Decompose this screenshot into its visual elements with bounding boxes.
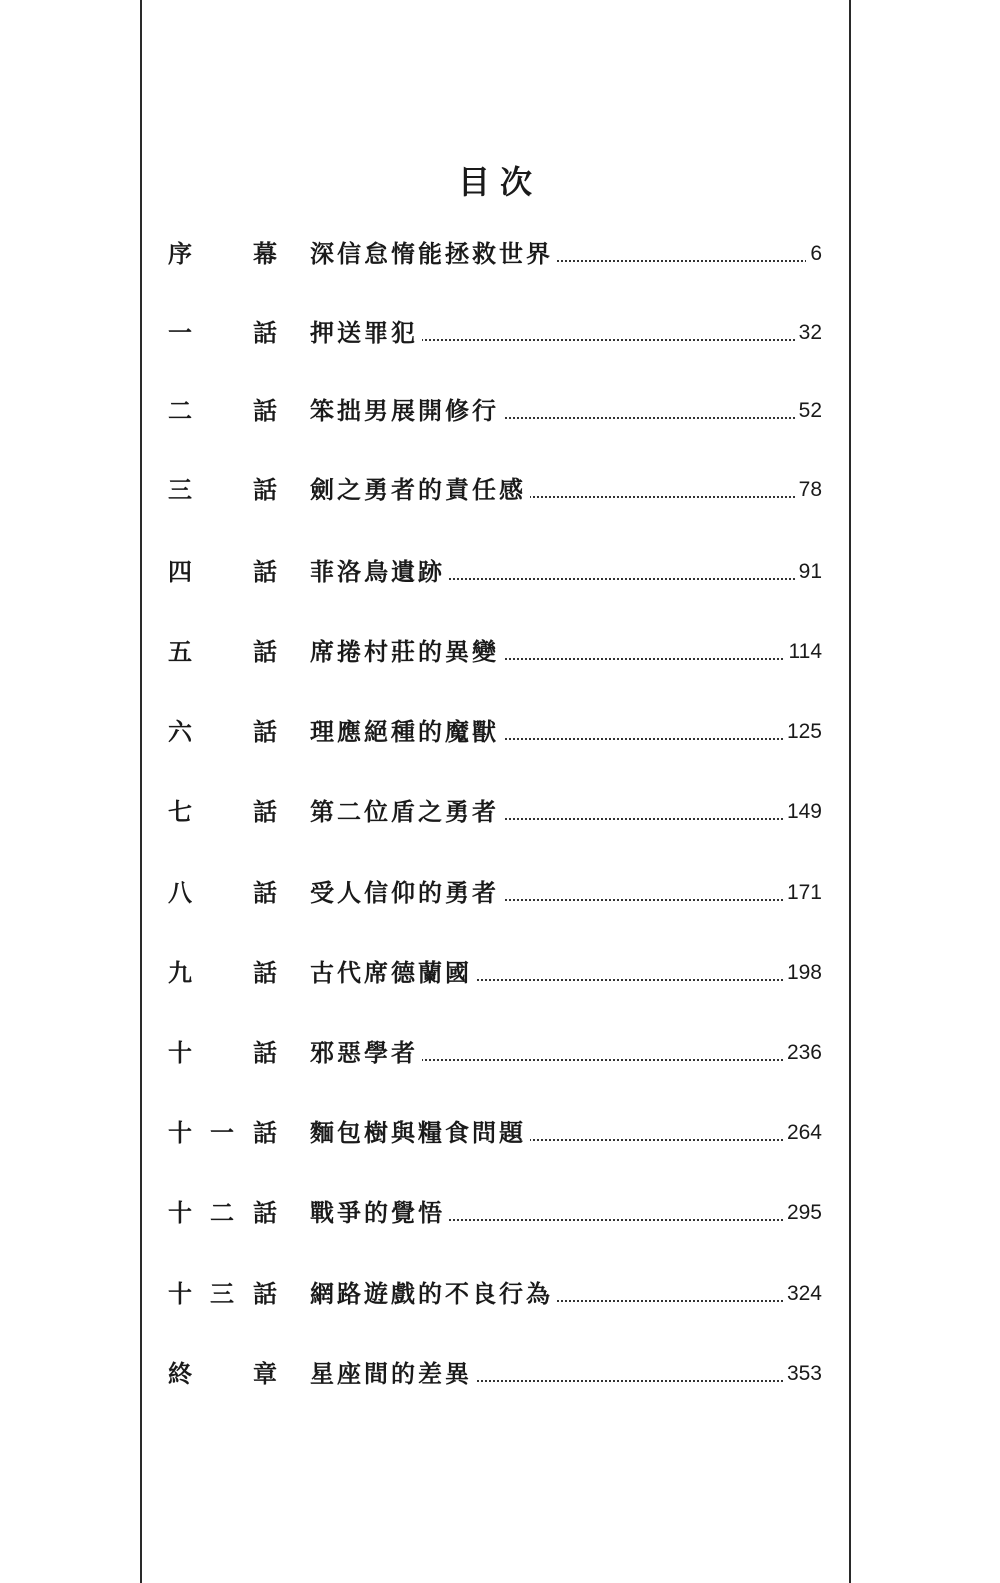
chapter-label (0, 470, 300, 510)
toc-entry[interactable] (0, 391, 1000, 431)
chapter-label-char: 一 (168, 318, 192, 347)
chapter-label (0, 712, 300, 752)
chapter-label-char: 七 (168, 797, 192, 826)
chapter-label (0, 953, 300, 993)
chapter-title: 麵包樹與糧食問題 (310, 1113, 530, 1153)
chapter-label-char: 話 (253, 797, 277, 826)
page-number: 91 (795, 552, 822, 592)
chapter-label (0, 632, 300, 672)
toc-entry[interactable] (0, 953, 1000, 993)
chapter-label-char: 五 (168, 637, 192, 666)
chapter-title: 理應絕種的魔獸 (310, 712, 503, 752)
chapter-title: 席捲村莊的異變 (310, 632, 503, 672)
toc-entry[interactable] (0, 1274, 1000, 1314)
chapter-label (0, 1193, 300, 1233)
page-number: 353 (783, 1354, 822, 1394)
chapter-label-char: 三 (210, 1279, 234, 1308)
chapter-label-char: 四 (168, 557, 192, 586)
chapter-label (0, 313, 300, 353)
chapter-title: 笨拙男展開修行 (310, 391, 503, 431)
chapter-title: 劍之勇者的責任感 (310, 470, 530, 510)
toc-entry[interactable] (0, 1113, 1000, 1153)
page-number: 198 (783, 953, 822, 993)
chapter-label-char: 三 (168, 475, 192, 504)
chapter-label-char: 話 (253, 717, 277, 746)
chapter-title: 深信怠惰能拯救世界 (310, 234, 557, 274)
chapter-label-char: 八 (168, 878, 192, 907)
chapter-label (0, 792, 300, 832)
chapter-label (0, 1354, 300, 1394)
toc-entry[interactable] (0, 1033, 1000, 1073)
chapter-label-char: 話 (253, 1038, 277, 1067)
chapter-label-char: 序 (168, 239, 192, 268)
chapter-label-char: 十 (168, 1198, 192, 1227)
chapter-label (0, 1033, 300, 1073)
chapter-label-char: 十 (168, 1279, 192, 1308)
chapter-title: 菲洛鳥遺跡 (310, 552, 449, 592)
chapter-title: 古代席德蘭國 (310, 953, 476, 993)
page-number: 6 (806, 234, 822, 274)
toc-entry[interactable] (0, 1354, 1000, 1394)
chapter-label (0, 234, 300, 274)
chapter-label (0, 1274, 300, 1314)
chapter-label-char: 九 (168, 958, 192, 987)
chapter-label (0, 1113, 300, 1153)
chapter-label (0, 552, 300, 592)
page-number: 295 (783, 1193, 822, 1233)
toc-entry[interactable] (0, 234, 1000, 274)
chapter-label-char: 話 (253, 318, 277, 347)
page-number: 264 (783, 1113, 822, 1153)
chapter-title: 受人信仰的勇者 (310, 873, 503, 913)
chapter-label-char: 話 (253, 475, 277, 504)
toc-entry[interactable] (0, 792, 1000, 832)
page-number: 52 (795, 391, 822, 431)
chapter-label-char: 六 (168, 717, 192, 746)
chapter-title: 邪惡學者 (310, 1033, 422, 1073)
chapter-title: 押送罪犯 (310, 313, 422, 353)
chapter-label-char: 一 (210, 1118, 234, 1147)
page-number: 125 (783, 712, 822, 752)
chapter-title: 第二位盾之勇者 (310, 792, 503, 832)
chapter-label-char: 話 (253, 878, 277, 907)
chapter-label-char: 話 (253, 396, 277, 425)
chapter-label-char: 十 (168, 1118, 192, 1147)
chapter-title: 星座間的差異 (310, 1354, 476, 1394)
chapter-label-char: 話 (253, 1198, 277, 1227)
page-number: 236 (783, 1033, 822, 1073)
page-number: 78 (795, 470, 822, 510)
toc-entry[interactable] (0, 1193, 1000, 1233)
chapter-label-char: 話 (253, 637, 277, 666)
toc-entry[interactable] (0, 470, 1000, 510)
page-number: 149 (783, 792, 822, 832)
chapter-label-char: 二 (210, 1198, 234, 1227)
chapter-label (0, 391, 300, 431)
chapter-label-char: 話 (253, 1279, 277, 1308)
chapter-label-char: 幕 (253, 239, 277, 268)
page-title: 目次 (457, 163, 542, 201)
toc-entry[interactable] (0, 632, 1000, 672)
page-number: 324 (783, 1274, 822, 1314)
chapter-title: 戰爭的覺悟 (310, 1193, 449, 1233)
toc-entry[interactable] (0, 712, 1000, 752)
chapter-title: 網路遊戲的不良行為 (310, 1274, 557, 1314)
chapter-label-char: 二 (168, 396, 192, 425)
page-number: 171 (783, 873, 822, 913)
toc-entry[interactable] (0, 873, 1000, 913)
chapter-label-char: 終 (168, 1359, 192, 1388)
chapter-label-char: 話 (253, 958, 277, 987)
chapter-label-char: 十 (168, 1038, 192, 1067)
page-number: 114 (785, 632, 822, 672)
toc-entry[interactable] (0, 552, 1000, 592)
chapter-label-char: 話 (253, 1118, 277, 1147)
chapter-label-char: 章 (253, 1359, 277, 1388)
page-number: 32 (795, 313, 822, 353)
chapter-label-char: 話 (253, 557, 277, 586)
toc-entry[interactable] (0, 313, 1000, 353)
chapter-label (0, 873, 300, 913)
